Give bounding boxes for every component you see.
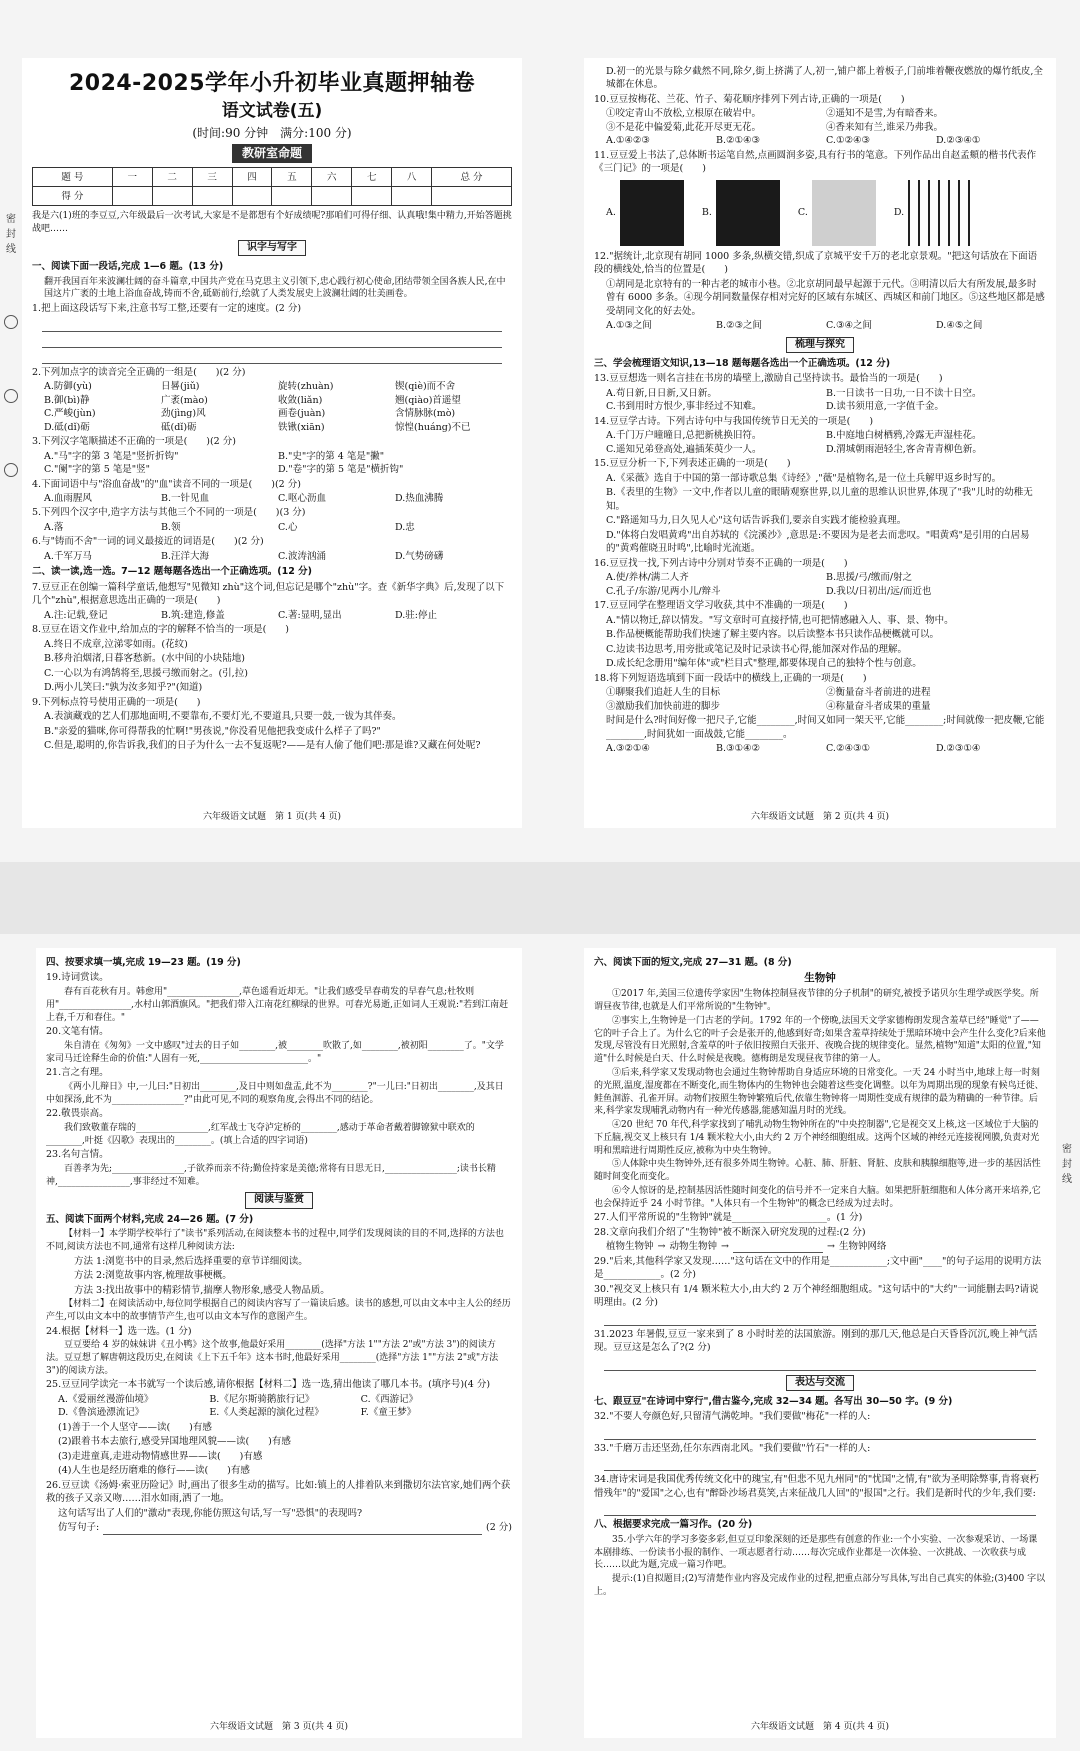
article-paragraph: ①2017 年,美国三位遗传学家因"生物体控制昼夜节律的分子机制"的研究,被授予诺贝尔生理学或医学奖。所谓昼夜节律,也就是人们平常所说的"生物钟"。 [594,989,1039,1013]
score-cell[interactable] [312,187,352,206]
section-title: 五、阅读下面两个材料,完成 24—26 题。(7 分) [46,1213,254,1225]
score-cell[interactable] [272,187,312,206]
binding-hole-icon [4,315,18,329]
option[interactable]: D.气势磅礴 [395,550,444,562]
section-title: 三、学会梳理语文知识,13—18 题每题各选出一个正确选项。(12 分) [594,357,891,369]
score-table [32,167,512,206]
binding-strip-right [1060,1100,1074,1371]
option[interactable]: C.边读书边思考,用旁批或笔记及时记录读书心得,能加深对作品的理解。 [606,643,907,655]
answer-line[interactable] [42,318,502,332]
options-grid [594,134,1046,147]
page-3 [36,948,522,1738]
option[interactable]: C.书到用时方恨少,事非经过不知难。 [606,401,762,413]
options-grid [594,387,1046,414]
answer-line[interactable] [42,334,502,348]
option[interactable] [606,180,684,246]
option[interactable]: B.筑:建造,修盖 [161,609,225,621]
option[interactable]: D.忠 [395,521,415,533]
option[interactable]: B.一日读书一日功,一日不读十日空。 [826,387,982,399]
options-grid [32,450,512,477]
material-1: 【材料一】本学期学校举行了"读书"系列活动,在阅读整本书的过程中,同学们发现阅读的目的不同,选择的方法也不同,阅读方法也不同,通常有这样几种阅读方法: [46,1229,504,1252]
option[interactable]: A.千门万户曈曈日,总把新桃换旧符。 [606,430,762,442]
option[interactable]: B.作品梗概能帮助我们快速了解主要内容。以后读整本书只读作品梗概就可以。 [606,629,940,641]
question-27[interactable]: 27.人们平常所说的"生物钟"就是____________________。(1 分) [594,1212,863,1224]
question-3: 3.下列汉字笔顺描述不正确的一项是( )(2 分) [32,436,236,448]
option[interactable]: A.血雨腥风 [44,493,92,504]
option[interactable]: A.千军万马 [44,550,92,562]
option[interactable]: A.苟日新,日日新,又日新。 [606,387,717,399]
answer-line[interactable] [42,350,502,364]
question-34: 34.唐诗宋词是我国优秀传统文化中的瑰宝,有"但悲不见九州同"的"忧国"之情,有"欲为圣明除弊事,肯将衰朽惜残年"的"爱国"之心,也有"醉卧沙场君莫笑,古来征战几人回"的"报国"之行。我们是新时代的少年,我们要: [594,1474,1040,1499]
option[interactable]: B.领 [161,521,181,533]
options-grid [594,686,1046,713]
section-title: 二、读一读,选一选。7—12 题每题各选出一个正确选项。(12 分) [32,566,312,578]
option[interactable]: D."卷"字的第 5 笔是"横折钩" [278,464,404,476]
option[interactable]: D.读书须用意,一字值千金。 [826,401,944,413]
option[interactable]: A.使/养林/满二人齐 [606,572,689,584]
book-option: E.《人类起源的演化过程》 [209,1407,324,1419]
option[interactable]: A.③②①④ [606,743,650,755]
score-cell[interactable] [192,187,232,206]
options-grid [32,380,512,434]
option[interactable]: B."亲爱的猫咪,你可得帮我的忙啊!"男孩说,"你没看见他把我变成什么样子了吗?" [44,725,381,737]
option[interactable]: D.②③④① [936,135,981,147]
question-12: 12."据统计,北京现有胡同 1000 多条,纵横交错,织成了京城平安千万的老北京景观。"把这句话放在下面语段的横线处,恰当的位置是( ) [594,250,1038,276]
poem-line: ①咬定青山不放松,立根原在破岩中。 [606,108,762,120]
question-14: 14.豆豆学古诗。下列古诗句中与我国传统节日无关的一项是( ) [594,415,874,427]
fill-in-text: 时间是什么?时间好像一把尺子,它能________,时间又如同一架天平,它能________;时间就像一把皮鞭,它能________,时间犹如一面战鼓,它能________。 [606,715,1045,740]
passage: ①胡同是北京特有的一种古老的城市小巷。②北京胡同最早起源于元代。③明清以后大有所发展,最多时曾有 6000 多条。④现今胡同数量保存相对完好的区域有东城区、西城区和前门地区。⑤这些地区都是感受胡同文化的好去处。 [606,278,1045,317]
option[interactable]: D."体将白发唱黄鸡"出自苏轼的《浣溪沙》,意思是:不要因为是老去而悲叹。"唱黄鸡"是引用的白居易的"黄鸡催晓丑时鸣",比喻时光流逝。 [606,529,1030,555]
question-28: 28.文章向我们介绍了"生物钟"被不断深入研究发现的过程:(2 分) [594,1226,866,1238]
score-header-cell: 总 分 [432,168,512,187]
section-title: 八、根据要求完成一篇习作。(20 分) [594,1519,753,1531]
score-cell[interactable] [152,187,192,206]
score-header-cell: 七 [352,168,392,187]
book-option: A.《爱丽丝漫游仙境》 [58,1393,154,1405]
option[interactable]: D.砥(dǐ)砺 [44,421,90,433]
option[interactable]: C.呕心沥血 [278,493,326,504]
question-2: 2.下列加点字的读音完全正确的一组是( )(2 分) [32,366,246,378]
intro-text: 我是六(1)班的李豆豆,六年级最后一次考试,大家是不是都想有个好成绩呢?那咱们可得仔细、认真哦!集中精力,开始答题挑战吧…… [32,211,512,235]
option[interactable]: B.中庭地白树栖鸦,冷露无声湿桂花。 [826,430,982,442]
question-7: 7.豆豆正在创编一篇科学童话,他想写"见微知 zhù"这个词,但忘记是哪个"zhù"字。查《新华字典》后,发现了以下几个"zhù",根据意思选出正确的一项是( ) [32,581,505,607]
options-grid [32,609,512,622]
poem-line: ③不是花中偏爱菊,此花开尽更无花。 [606,121,762,133]
score-header-cell: 六 [312,168,352,187]
question-20: 20.文笔有情。 [46,1026,109,1038]
score-cell[interactable] [232,187,272,206]
option-part: 砥(dǐ)砺 [161,421,197,433]
page-footer: 六年级语文试题 第 4 页(共 4 页) [751,1722,889,1733]
options-grid [594,107,1046,134]
fill-in-text[interactable]: 豆豆要给 4 岁的妹妹讲《丑小鸭》这个故事,他最好采用________(选择"方法 1""方法 2"或"方法 3")的阅读方法。豆豆想了解唐朝这段历史,在阅读《上下五千年》这本书时,他最好采用________(选择"方法 1""方法 2"或"方法 3")的阅读方法。 [46,1340,499,1376]
binding-text: 密 封 线 [1062,1144,1072,1185]
question-13: 13.豆豆想选一则名言挂在书房的墙壁上,激励自己坚持读书。最恰当的一项是( ) [594,373,943,385]
option-part: 广袤(mào) [161,394,208,406]
question-25: 25.豆豆同学读完一本书就写一个读后感,请你根据【材料二】选一选,猜出他读了哪几本书。(填序号)(4 分) [46,1379,491,1391]
arrow-right-icon: → [826,1241,835,1253]
option[interactable]: B.移舟泊烟渚,日暮客愁新。(水中间的小块陆地) [44,653,245,665]
option[interactable]: C.①②④③ [826,135,871,147]
poem-line: ②遥知不是雪,为有暗香来。 [826,108,944,120]
page-4 [584,948,1056,1738]
section-title: 一、阅读下面一段话,完成 1—6 题。(13 分) [32,261,224,273]
chain-step: 生物钟网络 [838,1241,887,1253]
option[interactable]: B.御(bì)静 [44,394,90,406]
page-footer: 六年级语文试题 第 1 页(共 4 页) [203,812,341,823]
binding-hole-icon [4,389,18,403]
options-grid [32,492,512,505]
question-5: 5.下列四个汉字中,造字方法与其他三个不同的一项是( )(3 分) [32,507,306,519]
option[interactable]: C.②④③① [826,743,871,755]
option-part: 日晷(jiǔ) [161,381,200,393]
article-paragraph: ④20 世纪 70 年代,科学家找到了哺乳动物生物钟所在的"中央控制器",它是视交叉上核,这一区域位于大脑的下丘脑,视交叉上核只有 1/4 颗米粒大小,由大约 2 万个神经细胞组成。这两个区域的神经元连接视网膜,负责对光明和黑暗进行周期性反应,被称为中央生物钟。 [594,1120,1040,1156]
option[interactable]: A.防御(yù) [44,381,92,393]
option-part: 旋转(zhuàn) [278,381,334,393]
chain-blank[interactable] [733,1241,823,1253]
article-paragraph: ②事实上,生物钟是一门古老的学问。1792 年的一个傍晚,法国天文学家德梅朗发现含羞草已经"睡觉"了——它的叶子合上了。为什么它的叶子会是张开的,他感到好奇;如果含羞草持续处于黑暗环境中会产生什么变化?后来他发现,尽管没有日光照射,含羞草的叶子依旧按照白天张开、夜晚合拢的规律变化。显然,植物"知道"太阳的位置,"知道"什么时候是白天、什么时候是夜晚。德梅朗是发现昼夜节律的第一人。 [594,1015,1046,1065]
option-part: 惊惶(huáng)不已 [395,421,471,433]
question-8: 8.豆豆在语文作业中,给加点的字的解释不恰当的一项是( ) [32,624,289,636]
option[interactable]: D.驻:停止 [395,609,437,621]
option-part: 画卷(juàn) [278,408,326,420]
option[interactable]: D.②③①④ [936,743,981,755]
option-part: 收敛(liǎn) [278,394,323,406]
option[interactable]: B.②③之间 [716,320,763,332]
question-26: 26.豆豆读《汤姆·索亚历险记》时,画出了很多生动的描写。比如:镇上的人排着队来到撒切尔法官家,她们两个获救的孩子又亲又吻……泪水如雨,洒了一地。 [46,1479,511,1505]
chain-step: 植物生物钟 [606,1241,654,1253]
option[interactable]: B.一针见血 [161,493,210,504]
option-label: B. [701,207,712,219]
score-table-header-row [33,168,512,187]
page-2 [584,58,1056,828]
answer-line[interactable] [103,1522,482,1535]
section-badge: 阅读与鉴赏 [245,1192,313,1208]
option[interactable]: B.汪洋大海 [161,550,210,562]
calligraphy-image [908,180,972,246]
option[interactable]: B."史"字的第 4 笔是"撇" [278,450,385,462]
article-paragraph: ⑥令人惊讶的是,控制基因活性随时间变化的信号并不一定来自大脑。如果把肝脏细胞和人体分离开来培养,它也会保持近乎 24 小时节律。"人体只有一个生物钟"的概念已经成为过去时。 [594,1185,1041,1209]
method-item: 方法 3:找出故事中的精彩情节,揣摩人物形象,感受人物品质。 [74,1284,330,1296]
question-19: 19.诗词赏读。 [46,972,109,984]
question-32: 32."不要人夸颜色好,只留清气满乾坤。"我们要做"梅花"一样的人: [594,1411,871,1423]
options-grid [594,429,1046,456]
book-option: D.《鲁滨逊漂流记》 [58,1407,145,1419]
score-cell[interactable] [432,187,512,206]
section-badge: 识字与写字 [238,240,306,256]
option-label: A. [606,207,616,219]
option[interactable]: C.遥知兄弟登高处,遍插茱萸少一人。 [606,443,762,455]
option[interactable]: C.波涛汹涌 [278,550,326,562]
question-21: 21.言之有理。 [46,1067,109,1079]
writing-tip: 提示:(1)自拟题目;(2)写清楚作业内容及完成作业的过程,把重点部分写具体,写出自己真实的体验;(3)400 字以上。 [594,1574,1046,1597]
option-label: C. [797,207,808,219]
option[interactable]: C.严峻(jùn) [44,408,96,420]
score-cell[interactable] [392,187,432,206]
fill-in-item[interactable]: (2)跟着书本去旅行,感受异国地理风貌——读( )有感 [58,1436,291,1448]
option[interactable]: D.热血沸腾 [395,493,444,504]
fill-in-item[interactable]: (4)人生也是经历磨难的修行——读( )有感 [58,1465,250,1477]
option[interactable]: C."路遥知马力,日久见人心"这句话告诉我们,要亲自实践才能检验真理。 [606,515,907,527]
score-note: (2 分) [486,1522,512,1534]
option[interactable]: C.但是,聪明的,你告诉我,我们的日子为什么一去不复返呢?——是有人偷了他们吧:那是谁?又藏在何处呢? [44,740,481,752]
option[interactable]: C.孔子/东游/见两小儿/辩斗 [606,585,721,597]
score-header-cell: 五 [272,168,312,187]
question-15: 15.豆豆分析一下,下列表述正确的一项是( ) [594,458,791,470]
option[interactable]: A.终日不成章,泣涕零如雨。(花纹) [44,638,188,650]
option[interactable]: D.两小儿笑曰:"孰为汝多知乎?"(知道) [44,682,203,694]
score-row-label: 得 分 [33,187,113,206]
answer-line[interactable] [604,1457,1036,1471]
method-item: 方法 1:浏览书中的目录,然后选择重要的章节详细阅读。 [74,1255,308,1267]
article-title: 生物钟 [804,972,836,985]
option[interactable] [702,180,780,246]
answer-line[interactable] [604,1312,1036,1326]
poem-line: ④香来知有兰,谁采乃弗我。 [826,121,944,133]
option[interactable]: B.思援/弓/缴而/射之 [826,572,913,584]
option[interactable]: D.初一的光景与除夕截然不同,除夕,街上挤满了人,初一,铺户都上着板子,门前堆着鞭夜燃放的爆竹纸皮,全城都在休息。 [606,66,1043,91]
page-1 [22,58,522,828]
question-22: 22.敬畏崇高。 [46,1108,109,1120]
option-part: 劲(jìng)风 [161,408,206,420]
option[interactable]: A."马"字的第 3 笔是"竖折折钩" [44,450,179,462]
imitation-answer-row [46,1521,512,1534]
phrase-item: ②衡量奋斗者前进的进程 [826,687,931,699]
binding-strip-left [4,40,18,1711]
section-title: 七、跟豆豆"在诗词中穿行",借古鉴今,完成 32—34 题。各写出 30—50 字。(9 分) [594,1395,953,1407]
exam-title: 2024-2025学年小升初毕业真题押轴卷 [68,71,476,96]
question-26-prompt: 这句话写出了人们的"激动"表现,你能仿照这句话,写一写"恐惧"的表现吗? [58,1507,363,1519]
option-part: 锲(qiè)而不舍 [395,381,456,393]
page-footer: 六年级语文试题 第 2 页(共 4 页) [751,812,889,823]
question-16: 16.豆豆找一找,下列古诗中分别对节奏不正确的一项是( ) [594,557,848,569]
option[interactable]: A."情以物迁,辞以情发。"写文章时可直接抒情,也可把情感融入人、事、景、物中。 [606,614,954,626]
question-35: 35.小学六年的学习多姿多彩,但豆豆印象深刻的还是那些有创意的作业:一个小实验、一次参观采访、一场课本剧排练、一份读书小报的制作、一项志愿者行动……每次完成作业都是一次体验、一次挑战、一次收获与成长……以此为题,完成一篇习作吧。 [594,1534,1038,1571]
binding-text: 密 封 线 [6,214,16,255]
section-title: 六、阅读下面的短文,完成 27—31 题。(8 分) [594,957,792,968]
book-option: B.《尼尔斯骑鹅旅行记》 [209,1393,315,1405]
question-4: 4.下面词语中与"浴血奋战"的"血"读音不同的一项是( )(2 分) [32,478,301,490]
fill-in-item[interactable]: (3)走进童真,走进动物情感世界——读( )有感 [58,1450,263,1462]
calligraphy-image [812,180,876,246]
question-9: 9.下列标点符号使用正确的一项是( ) [32,696,201,708]
option[interactable]: D.我以/日初出/远/而近也 [826,585,932,597]
fill-in-text[interactable]: 我们致敬董存瑞的________________,红军战士飞夺泸定桥的________,感动于革命者戴着脚镣狱中联欢的________,叶挺《囚歌》表现出的________。(填上合适的四字词语) [46,1122,475,1146]
chain-step: 动物生物钟 [669,1241,717,1253]
score-cell[interactable] [352,187,392,206]
option[interactable]: C.心 [278,521,298,533]
answer-line[interactable] [604,1502,1036,1516]
options-grid [594,319,1046,332]
option-part: 翘(qiào)首遥望 [395,394,461,406]
option-part: 含情脉脉(mò) [395,408,456,420]
option[interactable]: A.①④②③ [606,135,650,147]
fill-in-text[interactable]: 百善孝为先;________________,子欲养而亲不待;勤俭持家是美德;常将有日思无日,________________;读书长精神,________________,事非经过不知难。 [46,1163,496,1187]
option[interactable]: A.注:记载,登记 [44,609,108,621]
method-item: 方法 2:浏览故事内容,梳理故事梗概。 [74,1270,232,1282]
question-23: 23.名句言情。 [46,1149,109,1161]
section-badge: 表达与交流 [786,1375,854,1391]
book-option: C.《西游记》 [360,1393,419,1405]
article-paragraph: ⑤人体除中央生物钟外,还有很多外周生物钟。心脏、肺、肝脏、肾脏、皮肤和胰腺细胞等,进一步的基因活性随时间变化而变化。 [594,1159,1041,1183]
page-gap [0,862,1080,934]
phrase-item: ④称量奋斗者成果的重量 [826,700,931,712]
calligraphy-options [594,180,1046,246]
page-footer: 六年级语文试题 第 3 页(共 4 页) [210,1722,348,1733]
option[interactable]: D.渭城朝雨浥轻尘,客舍青青柳色新。 [826,443,982,455]
option[interactable]: C.一心以为有鸿鹄将至,思援弓缴而射之。(引,拉) [44,667,248,679]
option[interactable]: A.①③之间 [606,320,652,332]
question-29[interactable]: 29."后来,其他科学家又发现……"这句话在文中的作用是____________;文中画"____"的句子运用的说明方法是____________。(2 分) [594,1255,1042,1281]
book-option: F.《童王梦》 [360,1407,417,1419]
fill-in-item[interactable]: (1)善于一个人坚守——读( )有感 [58,1421,212,1433]
question-17: 17.豆豆同学在整理语文学习收获,其中不准确的一项是( ) [594,600,848,612]
options-grid [32,550,512,563]
option[interactable]: A.《采薇》选自于中国的第一部诗歌总集《诗经》,"薇"是植物名,是一位土兵解甲返乡时写的。 [606,472,1002,484]
option[interactable]: B.②①④③ [716,135,761,147]
question-30: 30."视交叉上核只有 1/4 颗米粒大小,由大约 2 万个神经细胞组成。"这句话中的"大约"一词能删去吗?请说明理由。(2 分) [594,1283,1039,1309]
exam-subtitle: 语文试卷(五) [221,101,323,122]
option[interactable] [798,180,876,246]
option[interactable]: D.成长纪念册用"编年体"或"栏目式"整理,都要体现自己的独特个性与创意。 [606,658,922,670]
option[interactable]: A.表演藏戏的艺人们那地面明,不要靠布,不要灯光,不要道具,只要一鼓,一钹为其伴奏。 [44,711,402,723]
option[interactable]: C."阑"字的第 5 笔是"竖" [44,464,151,476]
article-paragraph: ③后来,科学家又发现动物也会通过生物钟帮助自身适应环境的日常变化。一天 24 小时当中,地球上每一时刻的光照,温度,湿度都在不断变化,而生物体内的生物钟也会随着这些变化调整。以年为周期出现的现象有候鸟迁徙、鲑鱼洄游、孔雀开屏。动物们按照生物钟繁殖后代,依靠生物钟将一周期性变成有规律的最为精确的一种节律。后来,科学家发现哺乳动物内有一种光传感器,能感知温月时的光线。 [594,1067,1044,1117]
imitation-label: 仿写句子: [58,1522,100,1534]
phrase-item: ③激励我们加快前进的脚步 [606,700,721,712]
calligraphy-image [620,180,684,246]
binding-hole-icon [4,463,18,477]
exam-time-info: (时间:90 分钟 满分:100 分) [192,126,352,141]
material-2: 【材料二】在阅读活动中,每位同学根据自己的阅读内容写了一篇读后感。读书的感想,可以由文本中主人公的经历产生,可以由文本中的故事情节产生,也可以由文本写作的意图产生。 [46,1298,511,1322]
option[interactable] [894,180,972,246]
section-title: 四、按要求填一填,完成 19—23 题。(19 分) [46,957,241,968]
option[interactable]: C.著:显明,显出 [278,609,342,621]
question-1: 1.把上面这段话写下来,注意书写工整,还要有一定的速度。(2 分) [32,303,302,315]
question-18: 18.将下列短语选填到下面一段话中的横线上,正确的一项是( ) [594,672,867,684]
arrow-right-icon: → [721,1241,729,1253]
answer-line[interactable] [604,1426,1036,1440]
score-header-cell: 三 [192,168,232,187]
arrow-right-icon: → [657,1241,666,1253]
question-11: 11.豆豆爱上书法了,总体断书运笔自然,点画圆润多姿,具有行书的笔意。下列作品出自赵孟頫的楷书代表作《三门记》的一项是( ) [594,149,1037,175]
fill-in-text[interactable]: 朱自清在《匆匆》一文中感叹"过去的日子如________,被________吹散了,如________,被初阳________了。"文学家司马迁诠释生命的价值:"人固有一死,________________________。" [46,1040,504,1064]
option-part: 铁锹(xiān) [278,421,325,433]
options-grid [32,521,512,534]
author-badge: 教研室命题 [232,144,312,163]
phrase-item: ①聊聚我们追赶人生的目标 [606,687,721,699]
question-31: 31.2023 年暑假,豆豆一家来到了 8 小时时差的法国旅游。刚到的那几天,他总是白天昏昏沉沉,晚上神气活现。豆豆这是怎么了?(2 分) [594,1328,1038,1354]
options-grid [594,571,1046,598]
score-header-cell: 八 [392,168,432,187]
options-grid [46,1393,512,1420]
score-table-score-row [33,187,512,206]
score-header-cell: 四 [232,168,272,187]
answer-line[interactable] [604,1357,1036,1371]
section-badge: 梳理与探究 [786,337,854,353]
option-label: D. [893,207,905,219]
fill-in-text[interactable]: 春有百花秋有月。韩愈用"________________,草色遥看近却无。"让我们感受早春萌发的早春气息;杜牧则用"________________,水村山郭酒旗风。"把我们带入江南花红柳绿的世界。可春光易逝,正如词人王观说:"若到江南赶上春,千万和春住。" [46,986,509,1023]
option[interactable]: B.③①④② [716,743,761,755]
score-header-cell: 二 [152,168,192,187]
question-6: 6.与"铸而不舍"一词的词义最接近的词语是( )(2 分) [32,536,264,548]
research-chain [594,1240,1046,1253]
calligraphy-image [716,180,780,246]
question-24: 24.根据【材料一】选一选。(1 分) [46,1325,192,1337]
options-grid [594,742,1046,755]
score-header-cell: 一 [112,168,152,187]
question-33: 33."千磨万击还坚劲,任尔东西南北风。"我们要做"竹石"一样的人: [594,1442,871,1454]
question-10: 10.豆豆按梅花、兰花、竹子、菊花顺序排列下列古诗,正确的一项是( ) [594,93,905,105]
option[interactable]: A.落 [44,521,64,533]
fill-in-text[interactable]: 《两小儿辩日》中,一儿曰:"日初出________,及日中则如盘盂,此不为________?"一儿曰:"日初出________,及其日中如探汤,此不为________________?"由此可见,不同的观察角度,会得出不同的结论。 [46,1081,504,1105]
option[interactable]: B.《表里的生物》一文中,作者以儿童的眼睛观察世界,以儿童的思维认识世界,体现了"我"儿时的幼稚无知。 [606,487,1033,512]
score-header-cell: 题 号 [33,168,113,187]
option[interactable]: C.③④之间 [826,320,872,332]
score-cell[interactable] [112,187,152,206]
option[interactable]: D.④⑤之间 [936,320,983,332]
passage: 翻开我国百年来波澜壮阔的奋斗篇章,中国共产党在马克思主义引领下,忠心践行初心使命,团结带领全国各族人民,在中国这片广袤的土地上浴血奋战,铸而不舍,砥砺前行,绘就了人类发展史上波澜壮阔的壮美画卷。 [44,276,506,300]
